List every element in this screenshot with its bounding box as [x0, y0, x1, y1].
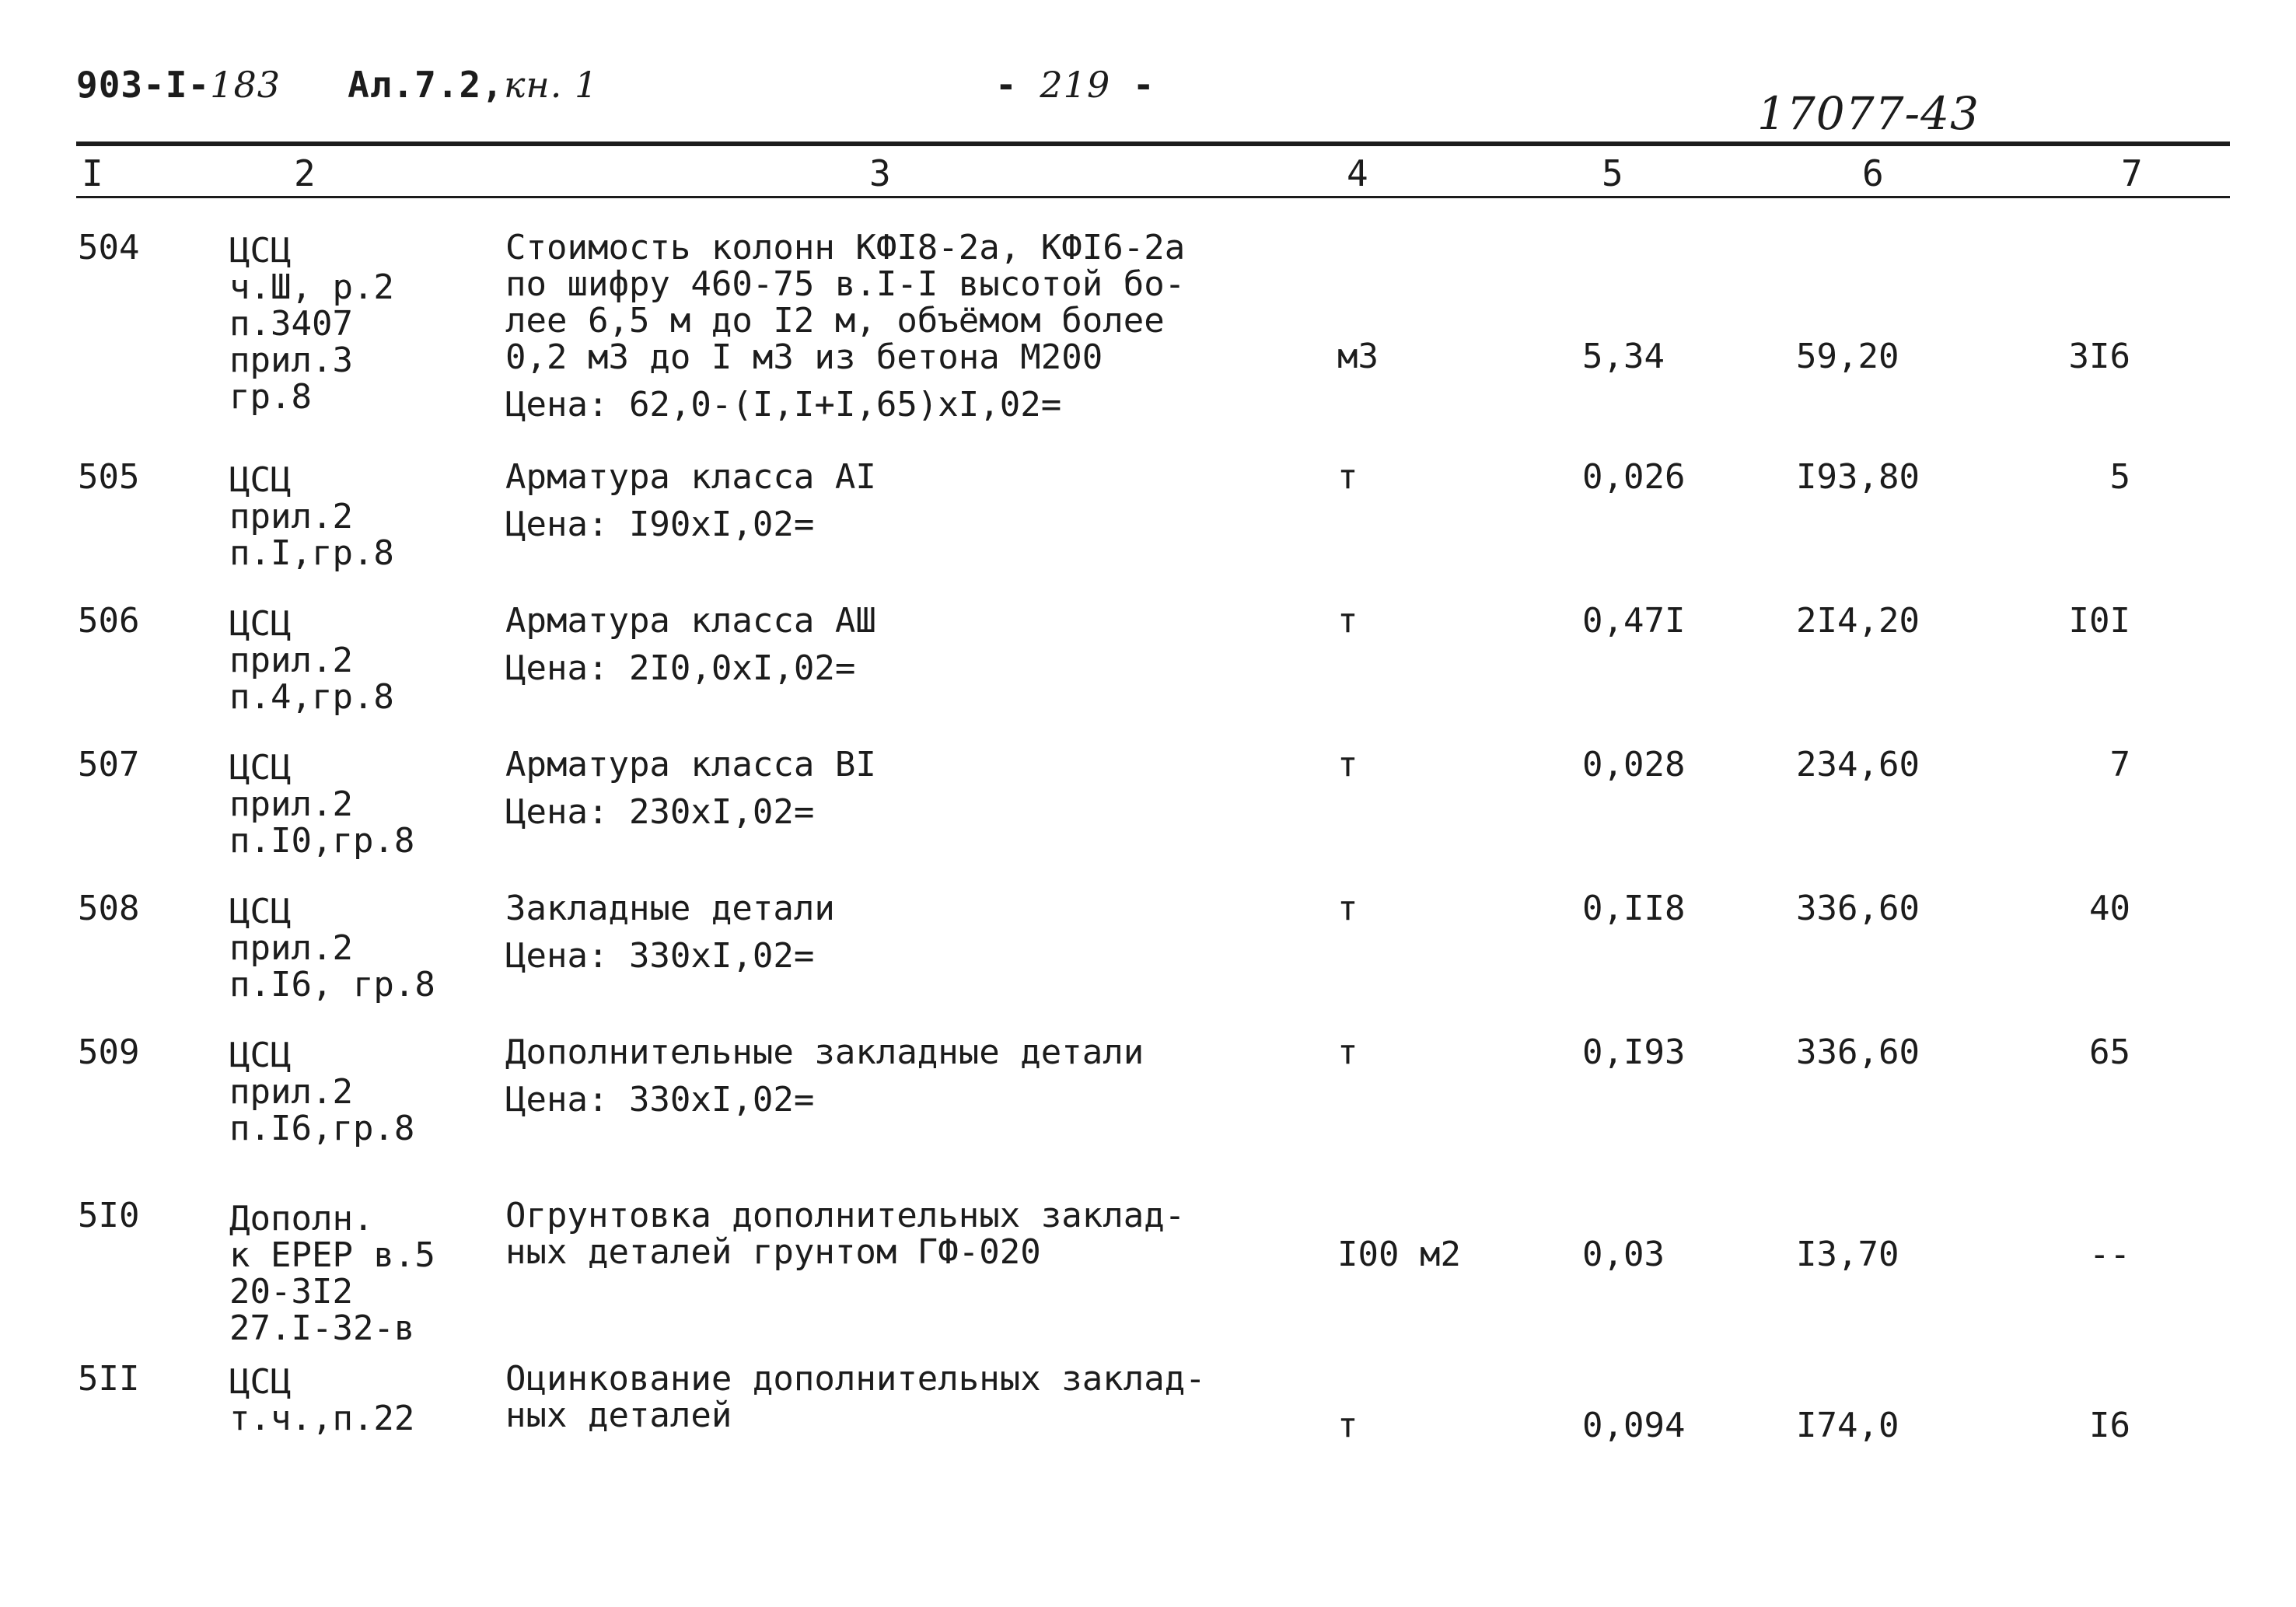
row-reference: ЦСЦ прил.2 п.4,гр.8 [229, 604, 394, 717]
document-code [76, 64, 598, 106]
row-unit: т [1337, 1032, 1358, 1072]
row-reference: ЦСЦ прил.2 п.I,гр.8 [229, 460, 394, 573]
reference-number: 17077-43 [1757, 87, 1980, 140]
price-formula: Цена: 330хI,02= [505, 936, 815, 976]
price-formula: Цена: 230хI,02= [505, 792, 815, 832]
row-total: 5 [2109, 457, 2130, 497]
column-header-5: 5 [1602, 152, 1623, 194]
row-quantity: 0,026 [1582, 457, 1686, 497]
row-description [505, 890, 835, 974]
row-quantity: 0,47I [1582, 601, 1686, 641]
row-unit-price: 2I4,20 [1796, 601, 1920, 641]
row-number: 506 [78, 601, 140, 641]
row-total: 65 [2089, 1032, 2130, 1072]
row-unit: т [1337, 457, 1358, 497]
description-line: Арматура класса ВI [505, 745, 876, 784]
row-unit: т [1337, 1406, 1358, 1445]
row-description [505, 1034, 1144, 1118]
row-quantity: 0,028 [1582, 745, 1686, 784]
description-line: Оцинкование дополнительных заклад- [505, 1359, 1206, 1399]
row-quantity: 0,II8 [1582, 889, 1686, 928]
row-total: 3I6 [2068, 337, 2130, 376]
table-header-rule [76, 196, 2230, 198]
column-header-7: 7 [2121, 152, 2143, 194]
row-quantity: 0,03 [1582, 1235, 1665, 1274]
row-unit-price: 59,20 [1796, 337, 1899, 376]
description-line: ных деталей грунтом ГФ-020 [505, 1232, 1041, 1272]
doc-code: 903-I- [76, 64, 211, 106]
row-unit-price: 234,60 [1796, 745, 1920, 784]
description-line: Арматура класса АI [505, 457, 876, 497]
description-line: ных деталей [505, 1396, 732, 1435]
row-reference: ЦСЦ прил.2 п.I6,гр.8 [229, 1036, 415, 1148]
column-header-1: I [82, 152, 103, 194]
row-total: I0I [2068, 601, 2130, 641]
row-reference: ЦСЦ ч.Ш, р.2 п.3407 прил.3 гр.8 [229, 231, 394, 417]
column-header-2: 2 [294, 152, 316, 194]
row-number: 5II [78, 1359, 140, 1399]
row-unit: м3 [1337, 337, 1379, 376]
album-handwritten: кн. 1 [503, 64, 599, 106]
page-number-handwritten: 219 [1040, 64, 1111, 106]
row-unit: I00 м2 [1337, 1235, 1461, 1274]
description-line: Арматура класса АШ [505, 601, 876, 641]
row-reference: ЦСЦ прил.2 п.I6, гр.8 [229, 892, 435, 1004]
row-total: 40 [2089, 889, 2130, 928]
row-description [505, 459, 876, 543]
row-number: 509 [78, 1032, 140, 1072]
description-line: Огрунтовка дополнительных заклад- [505, 1196, 1186, 1235]
row-reference: ЦСЦ т.ч.,п.22 [229, 1362, 415, 1438]
row-unit-price: I74,0 [1796, 1406, 1899, 1445]
row-reference: ЦСЦ прил.2 п.I0,гр.8 [229, 748, 415, 861]
description-line: 0,2 м3 до I м3 из бетона М200 [505, 337, 1103, 377]
price-formula: Цена: I90хI,02= [505, 505, 815, 544]
page-number: - 219 - [995, 64, 1155, 106]
row-description [505, 1197, 1185, 1270]
row-total: 7 [2109, 745, 2130, 784]
column-header-6: 6 [1862, 152, 1884, 194]
row-number: 5I0 [78, 1196, 140, 1235]
description-line: Стоимость колонн КФI8-2а, КФI6-2а [505, 228, 1186, 267]
row-total: I6 [2089, 1406, 2130, 1445]
price-formula: Цена: 2I0,0хI,02= [505, 648, 856, 688]
row-unit-price: I93,80 [1796, 457, 1920, 497]
row-quantity: 0,094 [1582, 1406, 1686, 1445]
price-formula: Цена: 330хI,02= [505, 1080, 815, 1120]
column-header-4: 4 [1347, 152, 1368, 194]
row-unit-price: 336,60 [1796, 1032, 1920, 1072]
row-description [505, 229, 1185, 423]
row-number: 505 [78, 457, 140, 497]
row-unit: т [1337, 745, 1358, 784]
description-line: Дополнительные закладные детали [505, 1032, 1145, 1072]
row-number: 507 [78, 745, 140, 784]
row-unit-price: I3,70 [1796, 1235, 1899, 1274]
table-top-rule [76, 141, 2230, 146]
description-line: лее 6,5 м до I2 м, объёмом более [505, 301, 1165, 341]
row-number: 504 [78, 228, 140, 267]
row-description [505, 1361, 1206, 1434]
row-number: 508 [78, 889, 140, 928]
column-header-3: 3 [869, 152, 891, 194]
doc-code-handwritten: 183 [210, 64, 281, 106]
row-unit: т [1337, 889, 1358, 928]
row-description [505, 746, 876, 830]
row-description [505, 603, 876, 686]
row-reference: Дополн. к ЕРЕР в.5 20-3I2 27.I-32-в [229, 1199, 435, 1348]
row-total: -- [2089, 1235, 2130, 1274]
description-line: Закладные детали [505, 889, 835, 928]
row-unit-price: 336,60 [1796, 889, 1920, 928]
row-quantity: 5,34 [1582, 337, 1665, 376]
album-label: Ал.7.2, [348, 64, 504, 106]
description-line: по шифру 460-75 в.I-I высотой бо- [505, 264, 1186, 304]
row-unit: т [1337, 601, 1358, 641]
row-quantity: 0,I93 [1582, 1032, 1686, 1072]
price-formula: Цена: 62,0-(I,I+I,65)хI,02= [505, 385, 1062, 424]
